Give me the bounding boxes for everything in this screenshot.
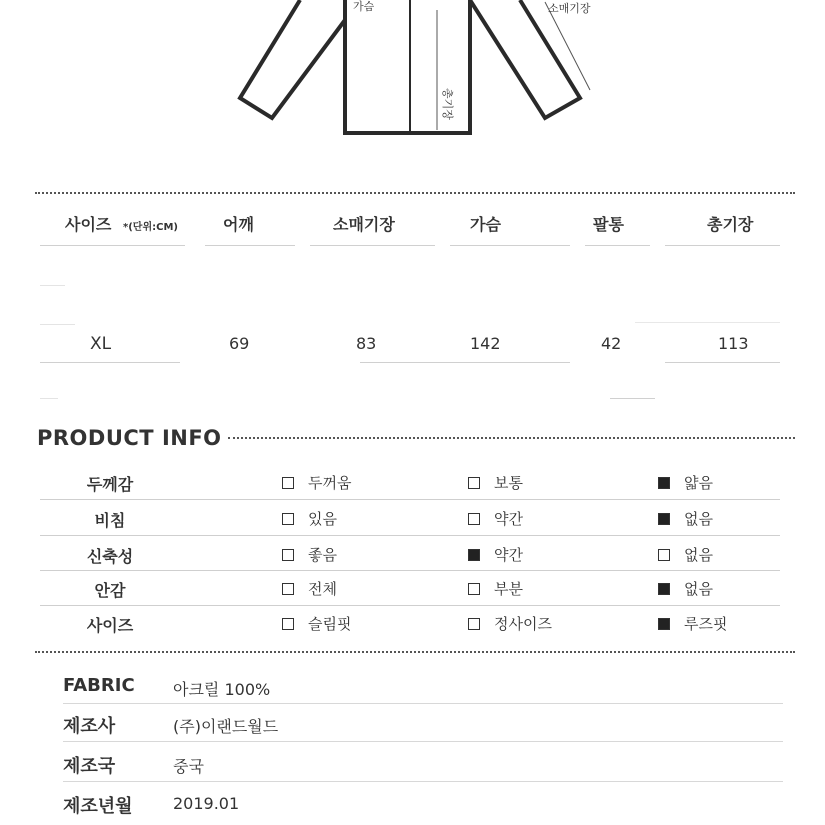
fabric-label: FABRIC <box>63 675 135 696</box>
option-thick: 두꺼움 <box>282 472 351 493</box>
checkbox-checked-icon <box>658 583 670 595</box>
checkbox-checked-icon <box>658 513 670 525</box>
option-regular-fit: 정사이즈 <box>468 613 552 634</box>
option-normal: 보통 <box>468 472 523 493</box>
value-sleeve-length: 83 <box>356 334 377 353</box>
header-arm-width: 팔통 <box>593 215 624 234</box>
option-good: 좋음 <box>282 544 337 565</box>
value-chest: 142 <box>470 334 501 353</box>
chest-label: 가슴 <box>353 0 375 13</box>
manufacture-date-label: 제조년월 <box>63 796 133 817</box>
info-row-sheerness <box>40 500 780 536</box>
option-partial: 부분 <box>468 578 523 599</box>
info-row-fit <box>40 605 780 641</box>
checkbox-icon <box>468 513 480 525</box>
option-none: 없음 <box>658 508 713 529</box>
info-label: 신축성 <box>86 547 134 566</box>
checkbox-checked-icon <box>468 549 480 561</box>
checkbox-icon <box>468 583 480 595</box>
checkbox-checked-icon <box>658 477 670 489</box>
manufacturer-value: (주)이랜드월드 <box>173 717 279 736</box>
checkbox-icon <box>468 477 480 489</box>
country-value: 중국 <box>173 757 204 776</box>
info-row-lining <box>40 570 780 606</box>
info-row-thickness <box>40 464 780 500</box>
checkbox-icon <box>282 513 294 525</box>
info-row-stretch <box>40 536 780 572</box>
info-label: 사이즈 <box>86 616 134 635</box>
header-chest: 가슴 <box>470 215 501 234</box>
size-value: XL <box>90 334 112 354</box>
header-total-length: 총기장 <box>707 215 754 234</box>
option-slight: 약간 <box>468 508 523 529</box>
size-header-label: 사이즈 <box>65 215 112 234</box>
divider-dotted <box>35 651 795 653</box>
option-loose-fit: 루즈핏 <box>658 613 727 634</box>
manufacturer-label: 제조사 <box>63 716 116 737</box>
divider-dotted <box>228 437 795 439</box>
checkbox-icon <box>282 583 294 595</box>
header-shoulder: 어깨 <box>223 215 254 234</box>
option-slight: 약간 <box>468 544 523 565</box>
unit-label: *(단위:CM) <box>123 222 178 233</box>
manufacture-date-value: 2019.01 <box>173 794 240 813</box>
header-sleeve-length: 소매기장 <box>333 215 395 234</box>
garment-diagram <box>0 0 825 150</box>
product-info-title: PRODUCT INFO <box>37 426 222 450</box>
checkbox-checked-icon <box>658 618 670 630</box>
option-thin: 얇음 <box>658 472 713 493</box>
left-sleeve-outline <box>240 0 345 118</box>
divider-dotted <box>35 192 795 194</box>
checkbox-icon <box>282 477 294 489</box>
checkbox-icon <box>468 618 480 630</box>
option-none: 없음 <box>658 578 713 599</box>
option-full: 전체 <box>282 578 337 599</box>
option-slim-fit: 슬림핏 <box>282 613 351 634</box>
checkbox-icon <box>658 549 670 561</box>
value-arm-width: 42 <box>601 334 622 353</box>
info-label: 두께감 <box>86 475 134 494</box>
info-label: 비침 <box>94 511 126 530</box>
right-sleeve-outline <box>470 0 580 118</box>
sleeve-length-label: 소매기장 <box>548 2 591 15</box>
country-label: 제조국 <box>63 756 116 777</box>
fabric-value: 아크릴 100% <box>173 680 271 699</box>
option-yes: 있음 <box>282 508 337 529</box>
info-label: 안감 <box>94 581 126 600</box>
checkbox-icon <box>282 549 294 561</box>
value-shoulder: 69 <box>229 334 250 353</box>
total-length-label: 총기장 <box>441 88 454 120</box>
value-total-length: 113 <box>718 334 749 353</box>
option-none: 없음 <box>658 544 713 565</box>
checkbox-icon <box>282 618 294 630</box>
